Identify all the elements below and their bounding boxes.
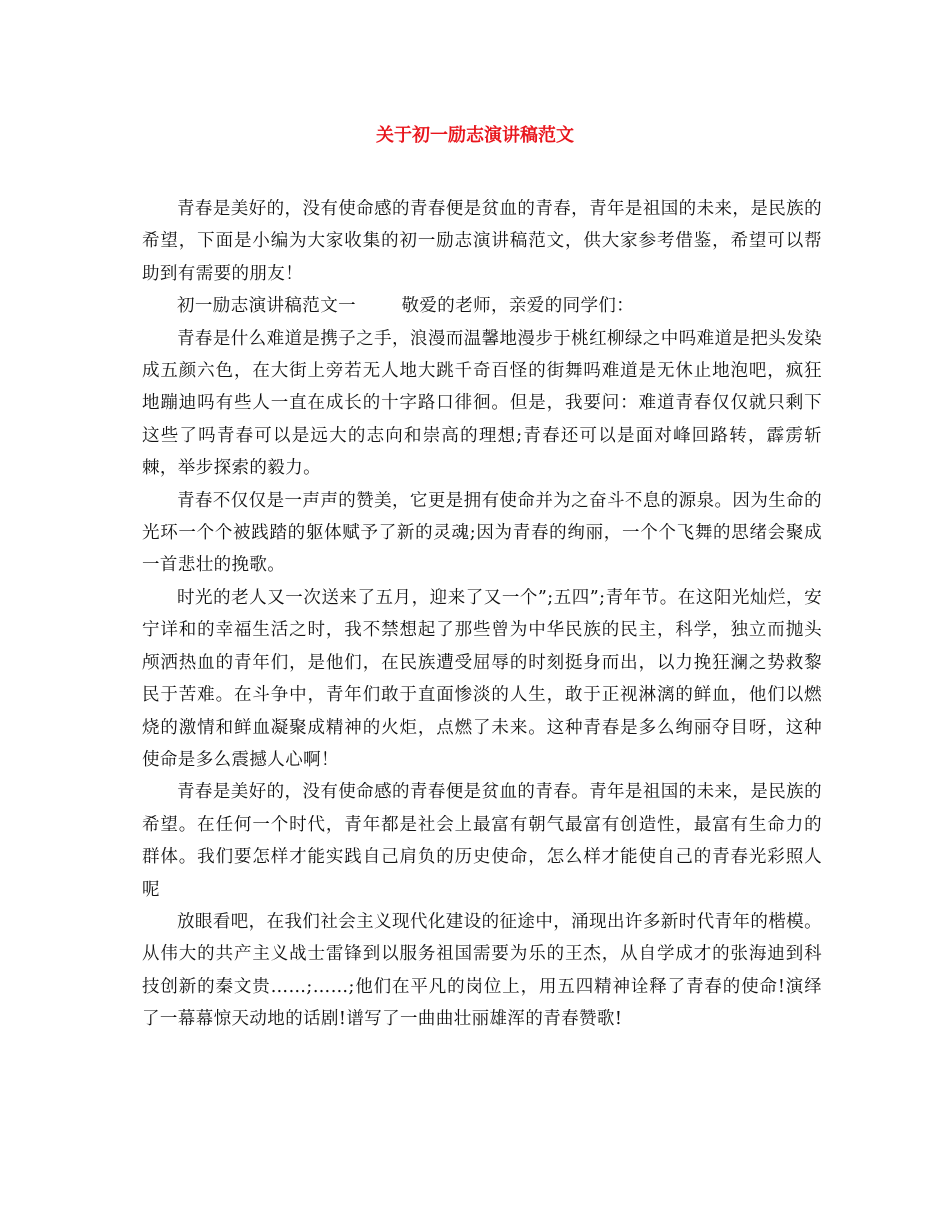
body-paragraph-2: 青春不仅仅是一声声的赞美，它更是拥有使命并为之奋斗不息的源泉。因为生命的光环一个个被践踏的躯体赋予了新的灵魂;因为青春的绚丽，一个个飞舞的思绪会聚成一首悲壮的挽歌。: [142, 490, 822, 576]
body-paragraph-3: 时光的老人又一次送来了五月，迎来了又一个”;五四”;青年节。在这阳光灿烂，安宁详和的幸福生活之时，我不禁想起了那些曾为中华民族的民主，科学，独立而抛头颅洒热血的青年们，是他们，在民族遭受屈辱的时刻挺身而出，以力挽狂澜之势救黎民于苦难。在斗争中，青年们敢于直面惨淡的人生，敢于正视淋漓的鲜血，他们以燃烧的激情和鲜血凝聚成精神的火炬，点燃了未来。这种青春是多么绚丽夺目呀，这种使命是多么震撼人心啊！: [142, 587, 822, 770]
body-paragraph-5: 放眼看吧，在我们社会主义现代化建设的征途中，涌现出许多新时代青年的楷模。从伟大的共产主义战士雷锋到以服务祖国需要为乐的王杰，从自学成才的张海迪到科技创新的秦文贵……;……;他们在平凡的岗位上，用五四精神诠释了青春的使命!演绎了一幕幕惊天动地的话剧!谱写了一曲曲壮丽雄浑的青春赞歌!: [142, 911, 822, 1030]
body-paragraph-1: 青春是什么难道是携子之手，浪漫而温馨地漫步于桃红柳绿之中吗难道是把头发染成五颜六色，在大街上旁若无人地大跳千奇百怪的街舞吗难道是无休止地泡吧，疯狂地蹦迪吗有些人一直在成长的十字路口徘徊。但是，我要问：难道青春仅仅就只剩下这些了吗青春可以是远大的志向和崇高的理想;青春还可以是面对峰回路转，霹雳斩棘，举步探索的毅力。: [142, 328, 822, 479]
intro-paragraph: 青春是美好的，没有使命感的青春便是贫血的青春，青年是祖国的未来，是民族的希望，下面是小编为大家收集的初一励志演讲稿范文，供大家参考借鉴，希望可以帮助到有需要的朋友！: [142, 199, 822, 284]
section-label: 初一励志演讲稿范文一: [177, 296, 356, 317]
body-paragraph-4: 青春是美好的，没有使命感的青春便是贫血的青春。青年是祖国的未来，是民族的希望。在任何一个时代，青年都是社会上最富有朝气最富有创造性，最富有生命力的群体。我们要怎样才能实践自己肩负的历史使命，怎么样才能使自己的青春光彩照人呢: [142, 782, 822, 900]
salutation: 敬爱的老师，亲爱的同学们：: [401, 296, 635, 317]
document-title: 关于初一励志演讲稿范文: [376, 125, 574, 146]
document-body: [142, 193, 822, 1036]
section-heading-line: [142, 290, 822, 322]
